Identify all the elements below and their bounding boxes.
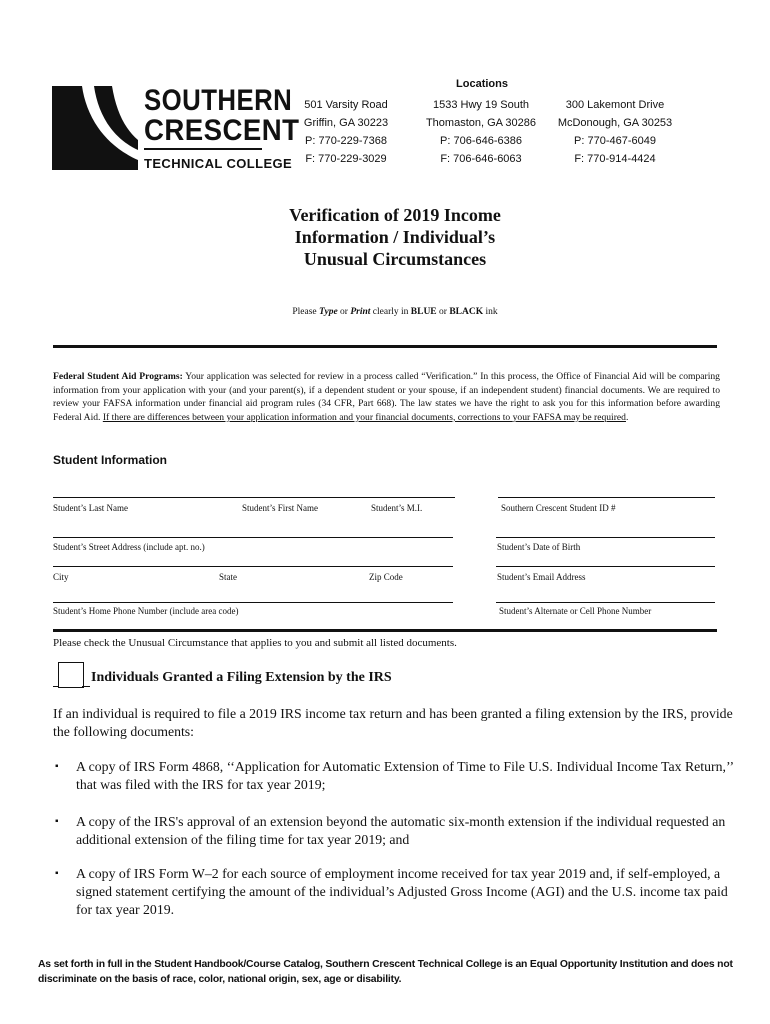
label-home-phone: Student’s Home Phone Number (include area code) (53, 606, 239, 616)
email-line[interactable] (496, 566, 715, 567)
label-student-id: Southern Crescent Student ID # (501, 503, 616, 513)
location-fax: F: 706-646-6063 (440, 153, 522, 165)
logo-rule (144, 148, 262, 150)
bullet-icon: ▪ (55, 816, 59, 827)
alt-phone-line[interactable] (496, 602, 715, 603)
label-city: City (53, 572, 69, 582)
location-griffin (281, 96, 411, 168)
instr-text: ink (483, 307, 498, 317)
fsa-paragraph (53, 370, 720, 424)
filing-extension-checkbox[interactable] (58, 662, 84, 688)
checkbox-underline (82, 686, 90, 687)
title-line: Information / Individual’s (294, 227, 496, 247)
location-city: Thomaston, GA 30286 (425, 117, 537, 129)
fsa-end: . (625, 411, 629, 423)
college-logo (50, 84, 300, 172)
logo-word-southern: SOUTHERN (144, 84, 293, 117)
title-line: Verification of 2019 Income (289, 205, 501, 225)
dob-line[interactable] (496, 537, 715, 538)
crescent-logo-mark (50, 84, 140, 172)
location-city: Griffin, GA 30223 (303, 117, 389, 129)
instr-print: Print (350, 307, 371, 317)
filing-extension-intro: If an individual is required to file a 2019 IRS income tax return and has been granted a filing extension by the IRS, provide the following documents: (53, 706, 733, 739)
student-info-heading: Student Information (53, 453, 167, 467)
location-thomaston (416, 96, 546, 168)
fsa-underline-2: your FAFSA may be required (512, 411, 626, 423)
document-requirement-item: A copy of IRS Form 4868, ‘‘Application for Automatic Extension of Time to File U.S. Individual Income Tax Return,’’ that was filed with the IRS for tax year 2019; (76, 759, 734, 792)
fsa-label: Federal Student Aid Programs: (53, 371, 183, 382)
label-last-name: Student’s Last Name (53, 503, 128, 513)
label-dob: Student’s Date of Birth (497, 542, 581, 552)
document-requirement-item: A copy of IRS Form W–2 for each source of employment income received for tax year 2019 and, if self-employed, a signed statement certifying the amount of the individual’s Adjusted Gross Income (AGI) and the U.S. income tax paid for tax year 2019. (76, 866, 728, 917)
document-title (200, 204, 590, 270)
locations-title: Locations (456, 78, 508, 90)
instr-black: BLACK (449, 307, 484, 317)
logo-word-crescent: CRESCENT (144, 114, 300, 147)
name-fields-line[interactable] (53, 497, 455, 498)
student-id-line[interactable] (498, 497, 715, 498)
instr-text: or (337, 307, 351, 317)
location-fax: F: 770-914-4424 (574, 153, 656, 165)
location-address: 1533 Hwy 19 South (432, 99, 529, 111)
ink-instructions (200, 307, 590, 317)
bullet-icon: ▪ (55, 868, 59, 879)
location-phone: P: 706-646-6386 (440, 135, 522, 147)
instr-type: Type (319, 307, 338, 317)
label-street-address: Student’s Street Address (include apt. no.) (53, 542, 205, 552)
equal-opportunity-footer: As set forth in full in the Student Handbook/Course Catalog, Southern Crescent Technical College is an Equal Opportunity Institution and does not discriminate on the basis of race, color, national origin, sex, age or disability. (38, 959, 733, 985)
section-divider (53, 629, 717, 632)
location-mcdonough (550, 96, 680, 168)
location-address: 300 Lakemont Drive (565, 99, 665, 111)
bullet-icon: ▪ (55, 761, 59, 772)
city-state-zip-line[interactable] (53, 566, 453, 567)
document-requirement-item: A copy of the IRS's approval of an extension beyond the automatic six-month extension if the individual requested an additional extension of the filing time for tax year 2019; and (76, 814, 726, 847)
instr-text: Please (292, 307, 320, 317)
fsa-underline-1: If there are differences between your application information and your financial documents, corrections to (102, 411, 513, 423)
title-line: Unusual Circumstances (303, 249, 487, 269)
label-zip: Zip Code (369, 572, 403, 582)
label-email: Student’s Email Address (497, 572, 586, 582)
location-city: McDonough, GA 30253 (557, 117, 673, 129)
label-mi: Student’s M.I. (371, 503, 423, 513)
section-divider (53, 345, 717, 348)
please-check-instruction: Please check the Unusual Circumstance that applies to you and submit all listed documents. (53, 637, 457, 649)
label-first-name: Student’s First Name (242, 503, 318, 513)
location-phone: P: 770-229-7368 (305, 135, 387, 147)
logo-word-technical-college: TECHNICAL COLLEGE (144, 156, 293, 171)
location-fax: F: 770-229-3029 (305, 153, 387, 165)
location-address: 501 Varsity Road (304, 99, 388, 111)
street-address-line[interactable] (53, 537, 453, 538)
instr-blue: BLUE (410, 307, 437, 317)
location-phone: P: 770-467-6049 (574, 135, 656, 147)
label-alt-phone: Student’s Alternate or Cell Phone Number (499, 606, 652, 616)
label-state: State (219, 572, 237, 582)
instr-text: clearly in (370, 307, 411, 317)
instr-text: or (436, 307, 450, 317)
home-phone-line[interactable] (53, 602, 453, 603)
fsa-body: Your application was selected for review in a process called “Verification.” In this process, the Office of Financial Aid will be comparing information from your application with your (and your parent(s), if a dependent student or your spouse, if an independent student) financial documents. We are required to review your FAFSA information under financial aid program rules (34 CFR, Part 668). The law states we have the right to ask you for this information before awarding Federal Aid. (53, 371, 720, 423)
filing-extension-heading: Individuals Granted a Filing Extension by the IRS (91, 670, 392, 685)
